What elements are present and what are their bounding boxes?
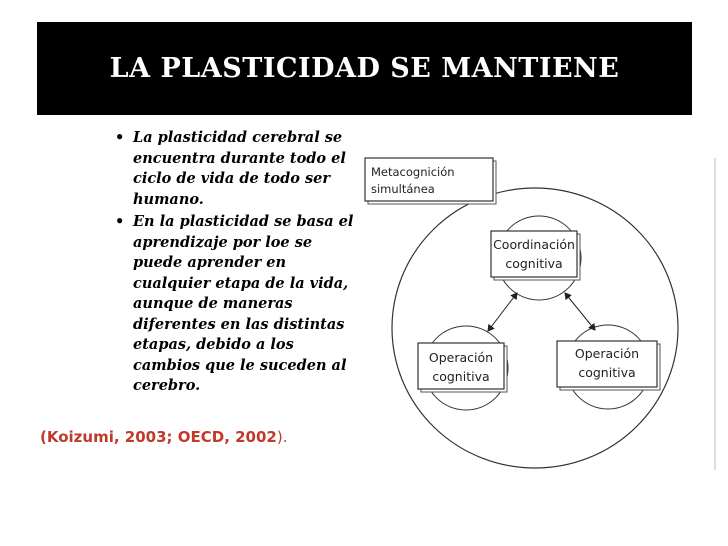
cognition-diagram (360, 150, 726, 470)
citation-trail: ). (276, 428, 288, 446)
coordination-line1: Coordinación (493, 237, 575, 252)
operation-left-line1: Operación (428, 350, 494, 365)
bullet-text: En la plasticidad se basa el aprendizaje por loe se puede aprender en cualquier etapa de la vida, aunque de maneras diferentes en las distintas etapas, debido a los cambios que le suceden al cerebro. (133, 213, 354, 394)
metacognition-box (365, 158, 496, 204)
bullet-item (110, 212, 360, 397)
metacognition-line2: simultánea (371, 182, 435, 196)
arrow-right-icon (565, 293, 595, 330)
operation-right-line1: Operación (574, 346, 640, 361)
operation-left-line2: cognitiva (432, 369, 490, 384)
operation-right-line2: cognitiva (578, 365, 636, 380)
bullet-dot-icon: • (115, 213, 125, 230)
title-bar (37, 22, 692, 115)
coordination-box (491, 231, 580, 280)
slide-title: LA PLASTICIDAD SE MANTIENE (109, 53, 620, 84)
citation-text: (Koizumi, 2003; OECD, 2002 (40, 428, 277, 446)
bullet-text: La plasticidad cerebral se encuentra durante todo el ciclo de vida de todo ser humano. (133, 129, 346, 208)
citation (40, 428, 287, 446)
metacognition-line1: Metacognición (371, 165, 455, 179)
arrow-left-icon (488, 293, 517, 331)
bullet-item (110, 128, 360, 210)
operation-right-box (557, 341, 660, 390)
outer-circle (392, 188, 678, 468)
bullet-list (110, 128, 360, 399)
bullet-dot-icon: • (115, 129, 125, 146)
operation-left-box (418, 343, 507, 392)
coordination-line2: cognitiva (505, 256, 563, 271)
